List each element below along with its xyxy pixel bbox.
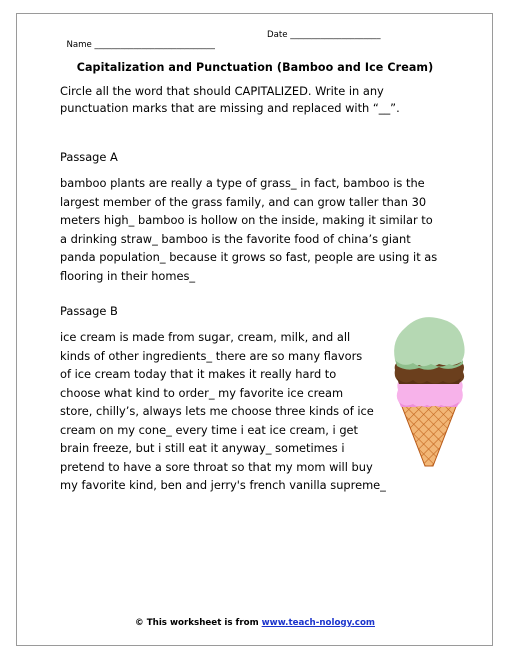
footer-text: © This worksheet is from bbox=[135, 618, 262, 628]
footer bbox=[0, 618, 510, 628]
worksheet-title: Capitalization and Punctuation (Bamboo and Ice Cream) bbox=[76, 61, 434, 74]
passage-line: panda population_ because it grows so fast, people are using it as bbox=[60, 250, 438, 264]
passage-a-heading: Passage A bbox=[60, 150, 118, 164]
passage-line: meters high_ bamboo is hollow on the inside, making it similar to bbox=[60, 213, 433, 227]
passage-line: brain freeze, but i still eat it anyway_ sometimes i bbox=[60, 441, 345, 455]
passage-line: my favorite kind, ben and jerry's french vanilla supreme_ bbox=[60, 478, 386, 492]
date-field[interactable]: Date _____________________ bbox=[267, 30, 381, 40]
name-field[interactable]: Name ____________________________ bbox=[66, 40, 215, 50]
passage-line: pretend to have a sore throat so that my mom will buy bbox=[60, 459, 373, 474]
footer-link[interactable]: www.teach-nology.com bbox=[261, 618, 375, 628]
passage-b-heading: Passage B bbox=[60, 304, 118, 318]
header-line bbox=[61, 30, 381, 60]
passage-line: choose what kind to order_ my favorite ice cream bbox=[60, 385, 344, 400]
passage-line: cream on my cone_ every time i eat ice cream, i get bbox=[60, 422, 359, 437]
passage-b-text bbox=[60, 328, 386, 495]
ice-cream-cone-icon bbox=[389, 310, 469, 470]
passage-line: a drinking straw_ bamboo is the favorite food of china’s giant bbox=[60, 231, 411, 246]
passage-line: bamboo plants are really a type of grass_ in fact, bamboo is the bbox=[60, 176, 425, 190]
instructions bbox=[60, 83, 460, 117]
instructions-line: Circle all the word that should CAPITALIZED. Write in any bbox=[60, 84, 384, 98]
instructions-line: punctuation marks that are missing and replaced with “__”. bbox=[60, 101, 400, 115]
passage-line: kinds of other ingredients_ there are so many flavors bbox=[60, 348, 363, 363]
passage-line: flooring in their homes_ bbox=[60, 268, 196, 283]
passage-line: store, chilly’s, always lets me choose three kinds of ice bbox=[60, 404, 374, 418]
passage-line: ice cream is made from sugar, cream, milk, and all bbox=[60, 330, 351, 344]
passage-a-text bbox=[60, 174, 437, 285]
passage-line: of ice cream today that it makes it really hard to bbox=[60, 367, 337, 381]
passage-line: largest member of the grass family, and can grow taller than 30 bbox=[60, 194, 427, 209]
